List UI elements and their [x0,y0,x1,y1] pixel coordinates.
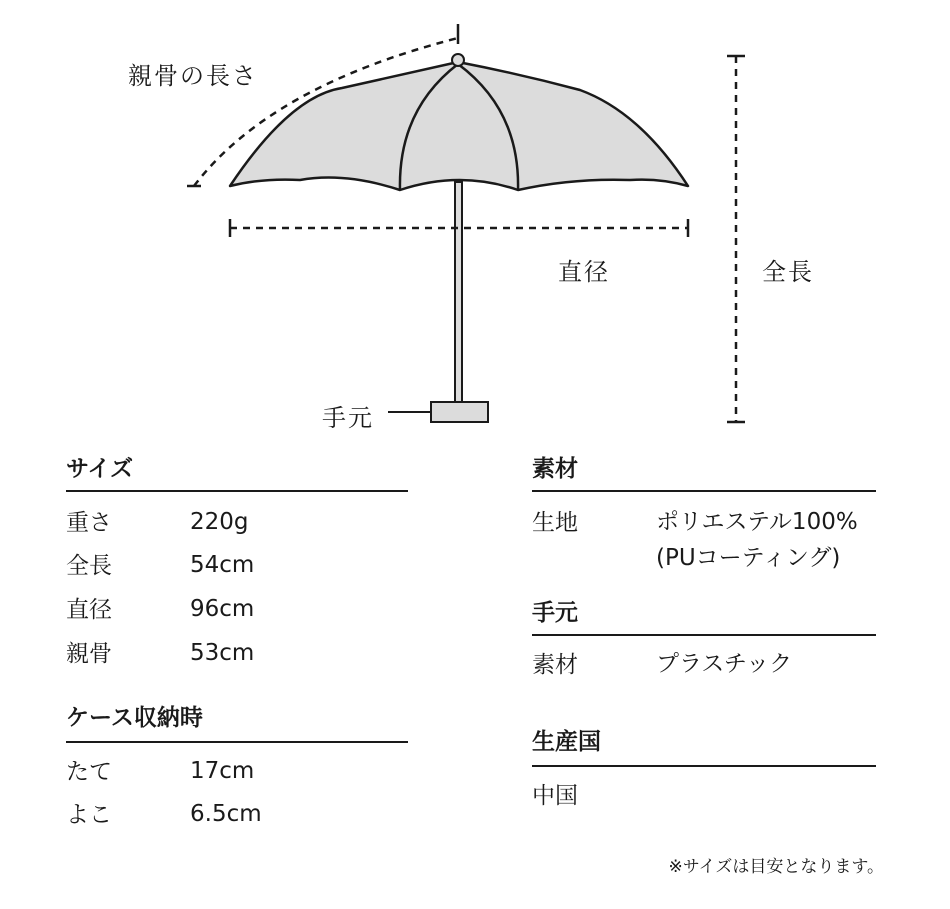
spec-value: 54cm [190,552,255,578]
handle-label: 手元 [322,404,374,432]
table-row [532,504,858,576]
divider [532,490,876,492]
spec-key: 親骨 [66,641,112,667]
spec-value-line: ポリエステル100% [656,509,858,535]
handle-section-title: 手元 [532,600,578,626]
umbrella-tip [452,54,464,66]
spec-value: 6.5cm [190,801,262,827]
total-length-label: 全長 [762,258,814,286]
size-note: ※サイズは目安となります。 [668,857,884,877]
spec-value: 220g [190,509,249,535]
umbrella-shaft [455,182,462,404]
table-row [532,778,578,814]
table-row [66,753,254,789]
divider [532,634,876,636]
table-row [66,635,254,671]
spec-value: 中国 [532,783,578,809]
spec-value: 17cm [190,758,255,784]
spec-key: たて [66,759,112,785]
divider [66,741,408,743]
spec-value: プラスチック [656,651,793,677]
spec-value: 53cm [190,640,255,666]
spec-key: 素材 [532,652,578,678]
origin-section-title: 生産国 [532,729,601,755]
spec-key: 直径 [66,597,112,623]
spec-value: 96cm [190,596,255,622]
table-row [66,504,249,540]
size-section-title: サイズ [66,456,134,482]
spec-value [656,504,858,576]
divider [66,490,408,492]
spec-key: よこ [66,802,112,828]
divider [532,765,876,767]
umbrella-canopy [230,62,688,190]
diameter-label: 直径 [558,258,610,286]
rib-length-label: 親骨の長さ [128,62,258,90]
spec-key: 生地 [532,510,578,536]
spec-key: 重さ [66,510,112,536]
umbrella-handle [431,402,488,422]
table-row [532,646,792,682]
table-row [66,796,262,832]
material-section-title: 素材 [532,456,578,482]
spec-key: 全長 [66,553,112,579]
spec-value-line: (PUコーティング) [656,545,841,571]
table-row [66,547,254,583]
case-section-title: ケース収納時 [66,705,203,731]
table-row [66,591,254,627]
